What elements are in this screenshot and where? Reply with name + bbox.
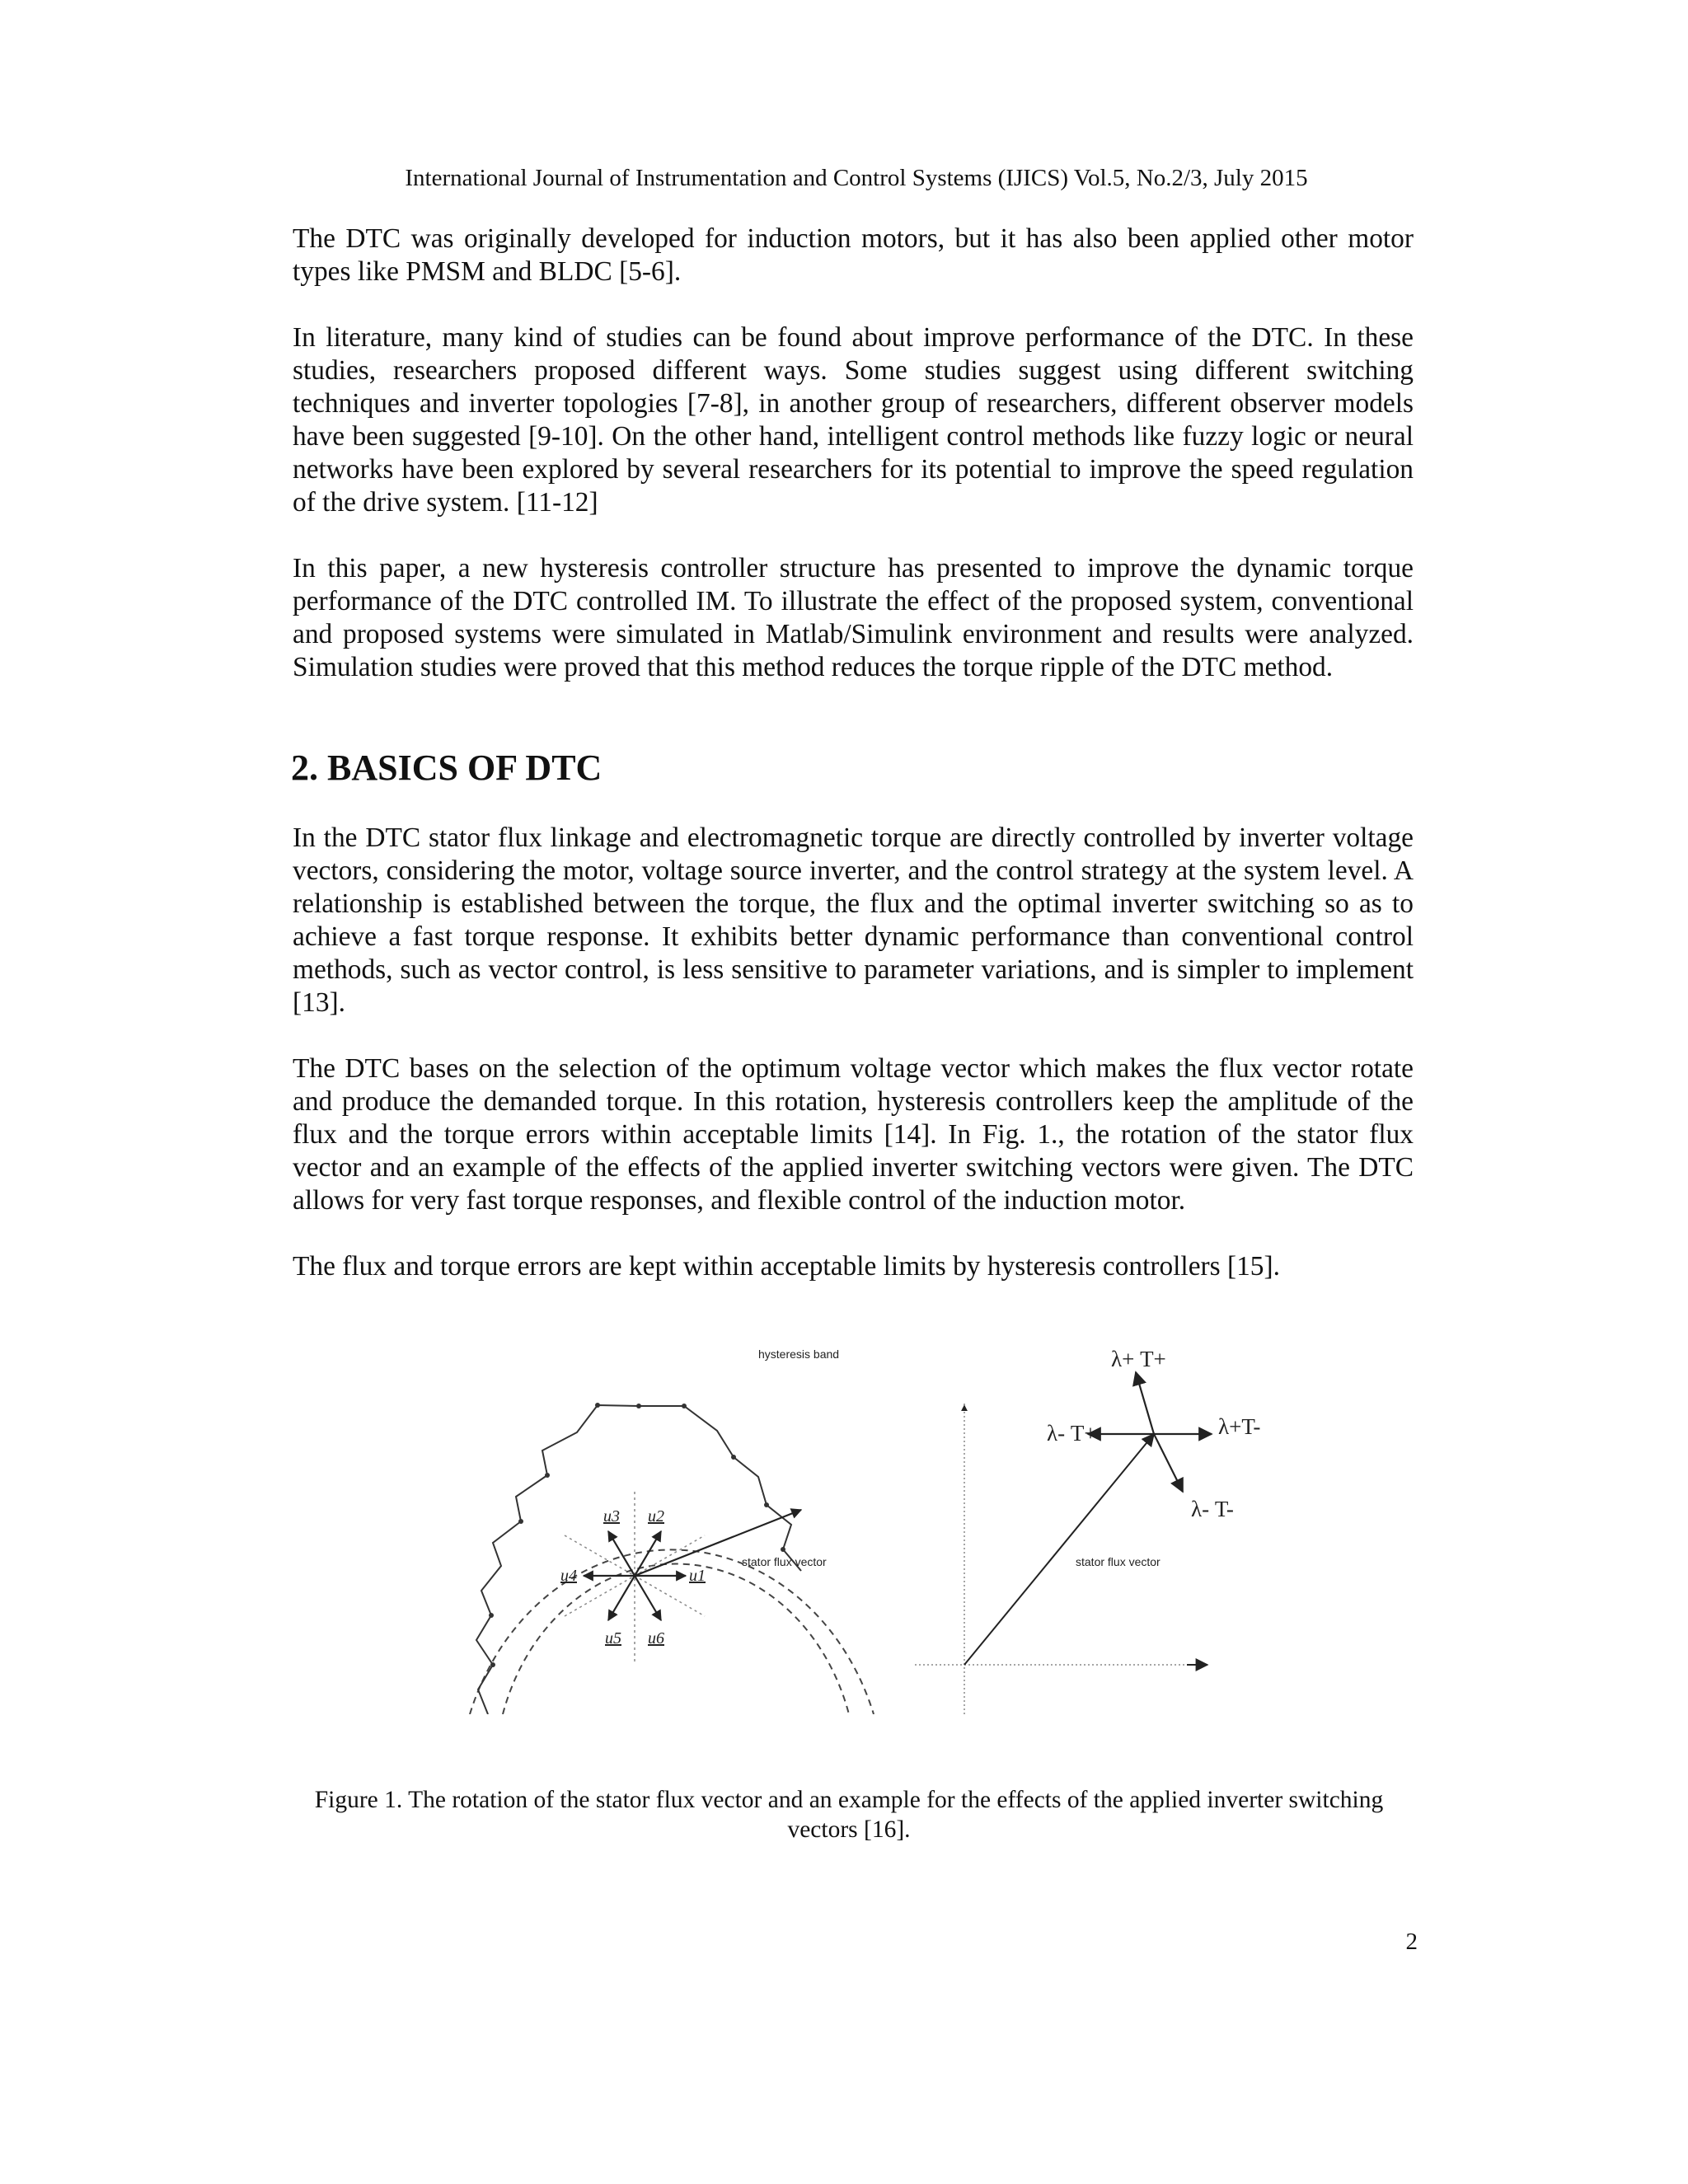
paragraph-3: In this paper, a new hysteresis controller structure has presented to improve the dynamic torque performance of the DTC controlled IM. To illustrate the effect of the proposed system, conventional and proposed systems were simulated in Matlab/Simulink environment and results were analyzed. Simulation studies were proved that this method reduces the torque ripple of the DTC method. [293, 553, 1414, 682]
lambda-minus-t-plus-label: λ- T+ [1047, 1421, 1097, 1446]
stator-flux-vector-label-right: stator flux vector [1076, 1555, 1160, 1568]
trajectory-markers [489, 1403, 785, 1667]
u5-label: u5 [605, 1629, 621, 1647]
vector-effect-diagram [915, 1347, 1260, 1714]
u4-label: u4 [560, 1567, 577, 1585]
inner-band-arc [503, 1563, 849, 1714]
lambda-plus-t-minus-label: λ+T- [1218, 1414, 1261, 1439]
stator-flux-vector [964, 1434, 1154, 1665]
lambda-minus-t-minus-label: λ- T- [1191, 1497, 1234, 1521]
hysteresis-band-label: hysteresis band [758, 1347, 840, 1361]
paragraph-2: In literature, many kind of studies can be found about improve performance of the DTC. In these studies, researchers proposed different ways. Some studies suggest using different switching techniques and inverter topologies [7-8], in another group of researchers, different observer models have been suggested [9-10]. On the other hand, intelligent control methods like fuzzy logic or neural networks have been explored by several researchers for its potential to improve the speed regulation of the drive system. [11-12] [293, 322, 1414, 518]
sector-lines [565, 1492, 705, 1665]
section-paragraph-3: The flux and torque errors are kept within acceptable limits by hysteresis controllers [15]. [293, 1251, 1280, 1282]
u2-label: u2 [648, 1507, 664, 1526]
section-paragraph-1: In the DTC stator flux linkage and electromagnetic torque are directly controlled by inverter voltage vectors, considering the motor, voltage source inverter, and the control strategy at the system level. A relationship is established between the torque, the flux and the optimal inverter switching so as to achieve a fast torque response. It exhibits better dynamic performance than conventional control methods, such as vector control, is less sensitive to parameter variations, and is simpler to implement [13]. [293, 823, 1414, 1018]
figure-caption: Figure 1. The rotation of the stator flux vector and an example for the effects of the applied inverter switching vectors [16]. [314, 1787, 1384, 1843]
u1-label: u1 [689, 1567, 706, 1585]
outer-band-arc [470, 1549, 874, 1714]
hysteresis-diagram [470, 1347, 874, 1714]
figure-1-diagram [445, 1327, 1269, 1714]
u6-label: u6 [648, 1629, 664, 1647]
paragraph-1: The DTC was originally developed for induction motors, but it has also been applied other motor types like PMSM and BLDC [5-6]. [293, 223, 1414, 287]
stator-flux-vector-label-left: stator flux vector [742, 1555, 827, 1568]
effect-arrows [1088, 1372, 1212, 1492]
section-paragraph-2: The DTC bases on the selection of the optimum voltage vector which makes the flux vector rotate and produce the demanded torque. In this rotation, hysteresis controllers keep the amplitude of the flux and the torque errors within acceptable limits [14]. In Fig. 1., the rotation of the stator flux vector and an example of the effects of the applied inverter switching vectors were given. The DTC allows for very fast torque responses, and flexible control of the induction motor. [293, 1053, 1414, 1216]
figure-1 [445, 1327, 1269, 1714]
lambda-plus-t-plus-label: λ+ T+ [1111, 1347, 1166, 1371]
u3-label: u3 [603, 1507, 620, 1526]
journal-header: International Journal of Instrumentation and Control Systems (IJICS) Vol.5, No.2/3, July 2015 [405, 165, 1308, 191]
page-number: 2 [1405, 1929, 1418, 1955]
section-heading: 2. BASICS OF DTC [291, 748, 603, 788]
